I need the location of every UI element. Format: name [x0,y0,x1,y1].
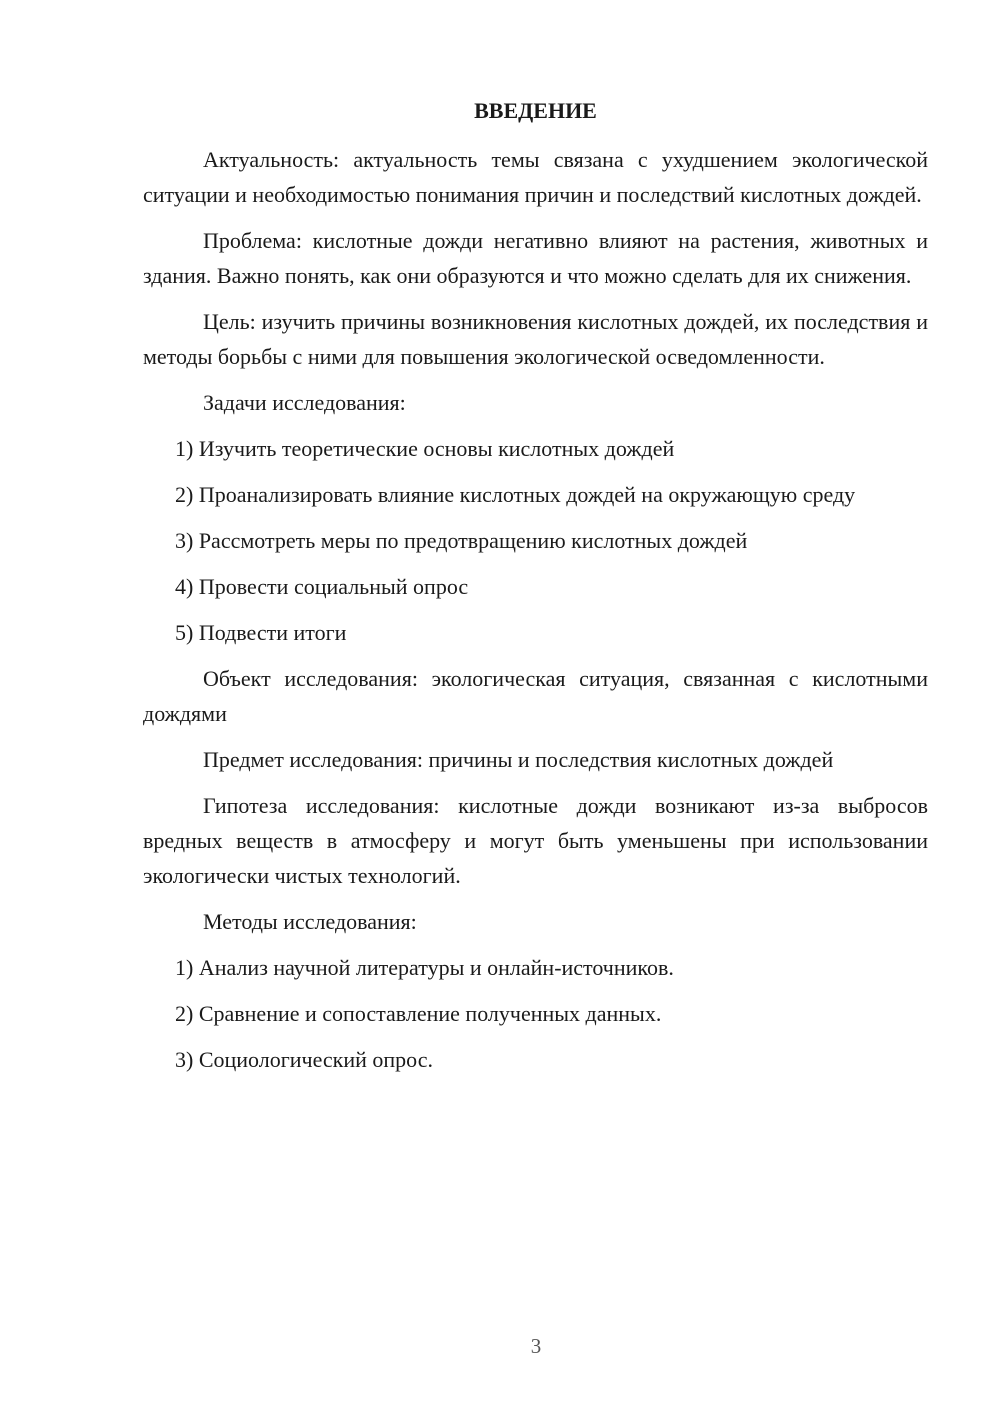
tasks-heading: Задачи исследования: [203,390,406,415]
object-paragraph: Объект исследования: экологическая ситуация, связанная с кислотными дождями [143,666,928,726]
task-item: 2) Проанализировать влияние кислотных дождей на окружающую среду [175,482,856,507]
document-body [143,96,928,1088]
task-item: 5) Подвести итоги [175,620,347,645]
task-item: 4) Провести социальный опрос [175,574,469,599]
task-item: 1) Изучить теоретические основы кислотных дождей [175,436,675,461]
methods-heading: Методы исследования: [203,909,417,934]
method-item: 3) Социологический опрос. [175,1047,433,1072]
relevance-paragraph: Актуальность: актуальность темы связана с ухудшением экологической ситуации и необходимостью понимания причин и последствий кислотных дождей. [143,147,928,207]
page-number: 3 [530,1334,542,1358]
task-item: 3) Рассмотреть меры по предотвращению кислотных дождей [175,528,748,553]
problem-paragraph: Проблема: кислотные дожди негативно влияют на растения, животных и здания. Важно понять, как они образуются и что можно сделать для их снижения. [143,228,928,288]
method-item: 2) Сравнение и сопоставление полученных данных. [175,1001,662,1026]
hypothesis-paragraph: Гипотеза исследования: кислотные дожди возникают из-за выбросов вредных веществ в атмосферу и могут быть уменьшены при использовании экологически чистых технологий. [143,793,928,888]
subject-paragraph: Предмет исследования: причины и последствия кислотных дождей [203,747,834,772]
goal-paragraph: Цель: изучить причины возникновения кислотных дождей, их последствия и методы борьбы с ними для повышения экологической осведомленности. [143,309,928,369]
method-item: 1) Анализ научной литературы и онлайн-источников. [175,955,674,980]
section-title: ВВЕДЕНИЕ [474,98,597,123]
